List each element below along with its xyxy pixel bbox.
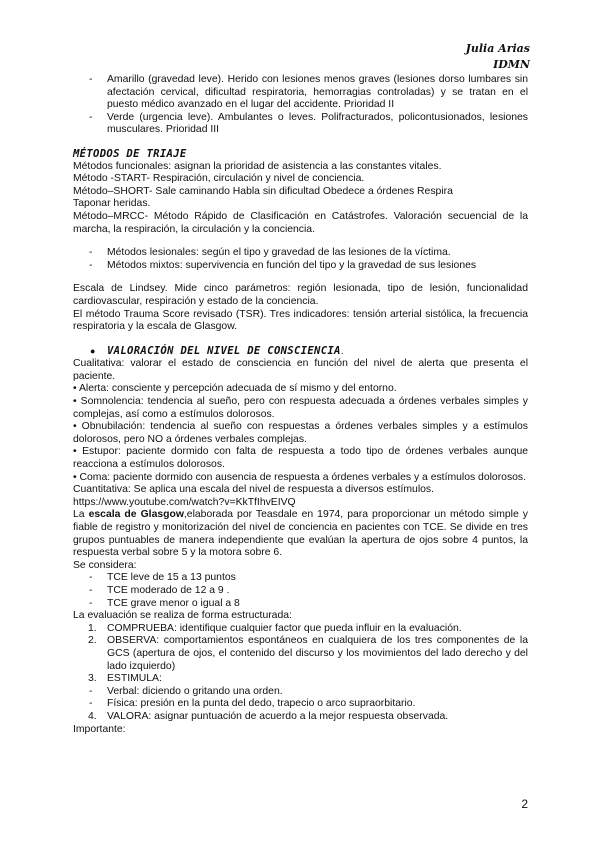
taponar-heridas: Taponar heridas. [73, 198, 151, 210]
escala-lindsey: Escala de Lindsey. Mide cinco parámetros: región lesionada, tipo de lesión, funcionalidad cardiovascular, respiración y estado de la conciencia. [73, 283, 528, 307]
stimulus-fisica: - Física: presión en la punta del dedo, trapecio o arco supraorbitario. [73, 698, 528, 711]
metodos-funcionales: Métodos funcionales: asignan la prioridad de asistencia a las constantes vitales. [73, 160, 442, 172]
list-item-verde: - Verde (urgencia leve). Ambulantes o leves. Polifracturados, policontusionados, lesiones musculares. Prioridad III [73, 112, 528, 137]
section-heading-valoracion [73, 345, 528, 359]
org-name: IDMN [493, 58, 530, 71]
step-comprueba [73, 623, 528, 636]
evaluacion-intro: La evaluación se realiza de forma estructurada: [73, 610, 292, 622]
glasgow-paragraph [73, 509, 528, 559]
author-name: Julia Arias [465, 42, 530, 55]
step-observa [73, 635, 528, 673]
step-text: OBSERVA: comportamientos espontáneos en cualquiera de los tres componentes de la GCS (apertura de ojos, el contenido del discurso y los movimientos del lado derecho y del lado izquierdo) [107, 635, 528, 672]
trauma-score: El método Trauma Score revisado (TSR). Tres indicadores: tensión arterial sistólica, la frecuencia respiratoria y la escala de Glasgow. [73, 308, 528, 333]
bullet-somnolencia: • Somnolencia: tendencia al sueño, pero con respuesta adecuada a órdenes verbales simples y complejas, así como a estímulos dolorosos. [73, 396, 528, 420]
valoracion-heading-text: VALORACIÓN DEL NIVEL DE CONSCIENCIA [107, 344, 341, 357]
tce-grave: - TCE grave menor o igual a 8 [73, 598, 528, 611]
step-valora [73, 711, 528, 724]
section-heading-metodos: MÉTODOS DE TRIAJE [73, 147, 187, 160]
step-text: VALORA: asignar puntuación de acuerdo a la mejor respuesta observada. [107, 710, 449, 722]
youtube-link[interactable]: https://www.youtube.com/watch?v=KkTfIhvEIVQ [73, 496, 296, 508]
glasgow-prefix: La [73, 509, 89, 521]
bullet-alerta: • Alerta: consciente y percepción adecuada de sí mismo y del entorno. [73, 383, 397, 395]
se-considera: Se considera: [73, 559, 137, 571]
metodo-start: Método -START- Respiración, circulación y nivel de conciencia. [73, 173, 365, 185]
valoracion-heading-suffix: . [340, 345, 344, 357]
glasgow-rest: ,elaborada por Teasdale en 1974, para proporcionar un método simple y fiable de registro y monitorización del nivel de conciencia en pacientes con TCE. Se divide en tres grupos puntuables de manera independiente que evalúan la apertura de ojos sobre 4 puntos, la respuesta verbal sobre 5 y la motora sobre 6. [73, 509, 528, 559]
step-estimula [73, 673, 528, 686]
cuantitativa: Cuantitativa: Se aplica una escala del nivel de respuesta a diversos estímulos. [73, 484, 434, 496]
glasgow-keyword: escala de Glasgow [88, 509, 184, 521]
step-number: 1. [88, 622, 97, 634]
importante: Importante: [73, 723, 126, 735]
bullet-estupor: • Estupor: paciente dormido con falta de respuesta a todo tipo de órdenes verbales aunque reacciona a estímulos dolorosos. [73, 446, 528, 471]
page-content [73, 74, 528, 736]
list-item-lesionales: - Métodos lesionales: según el tipo y gravedad de las lesiones de la víctima. [73, 247, 528, 260]
tce-leve: - TCE leve de 15 a 13 puntos [73, 572, 528, 585]
step-number: 3. [88, 673, 97, 685]
list-item-mixtos: - Métodos mixtos: supervivencia en función del tipo y la gravedad de sus lesiones [73, 260, 528, 273]
stimulus-verbal: - Verbal: diciendo o gritando una orden. [73, 686, 528, 699]
bullet-dot-icon: ● [90, 345, 96, 356]
step-number: 4. [88, 710, 97, 722]
bullet-obnubilacion: • Obnubilación: tendencia al sueño con respuestas a órdenes verbales simples y a estímulos dolorosos, pero NO a órdenes verbales complejas. [73, 421, 528, 445]
metodo-mrcc: Método–MRCC- Método Rápido de Clasificación en Catástrofes. Valoración secuencial de la marcha, la respiración, la circulación y la conciencia. [73, 210, 528, 235]
cualitativa: Cualitativa: valorar el estado de consciencia en función del nivel de alerta que presenta el paciente. [73, 358, 528, 382]
metodo-short: Método–SHORT- Sale caminando Habla sin dificultad Obedece a órdenes Respira [73, 185, 453, 197]
tce-moderado: - TCE moderado de 12 a 9 . [73, 585, 528, 598]
bullet-coma: • Coma: paciente dormido con ausencia de respuesta a órdenes verbales y a estímulos dolorosos. [73, 471, 526, 483]
list-item-amarillo: - Amarillo (gravedad leve). Herido con lesiones menos graves (lesiones dorso lumbares sin afectación cervical, dificultad respiratoria, hemorragias controladas) y se tratan en el puesto médico avanzado en el lugar del accidente. Prioridad II [73, 74, 528, 112]
step-text: ESTIMULA: [107, 673, 162, 685]
step-text: COMPRUEBA: identifique cualquier factor que pueda influir en la evaluación. [107, 622, 462, 634]
step-number: 2. [88, 635, 97, 647]
page-number: 2 [521, 797, 528, 811]
